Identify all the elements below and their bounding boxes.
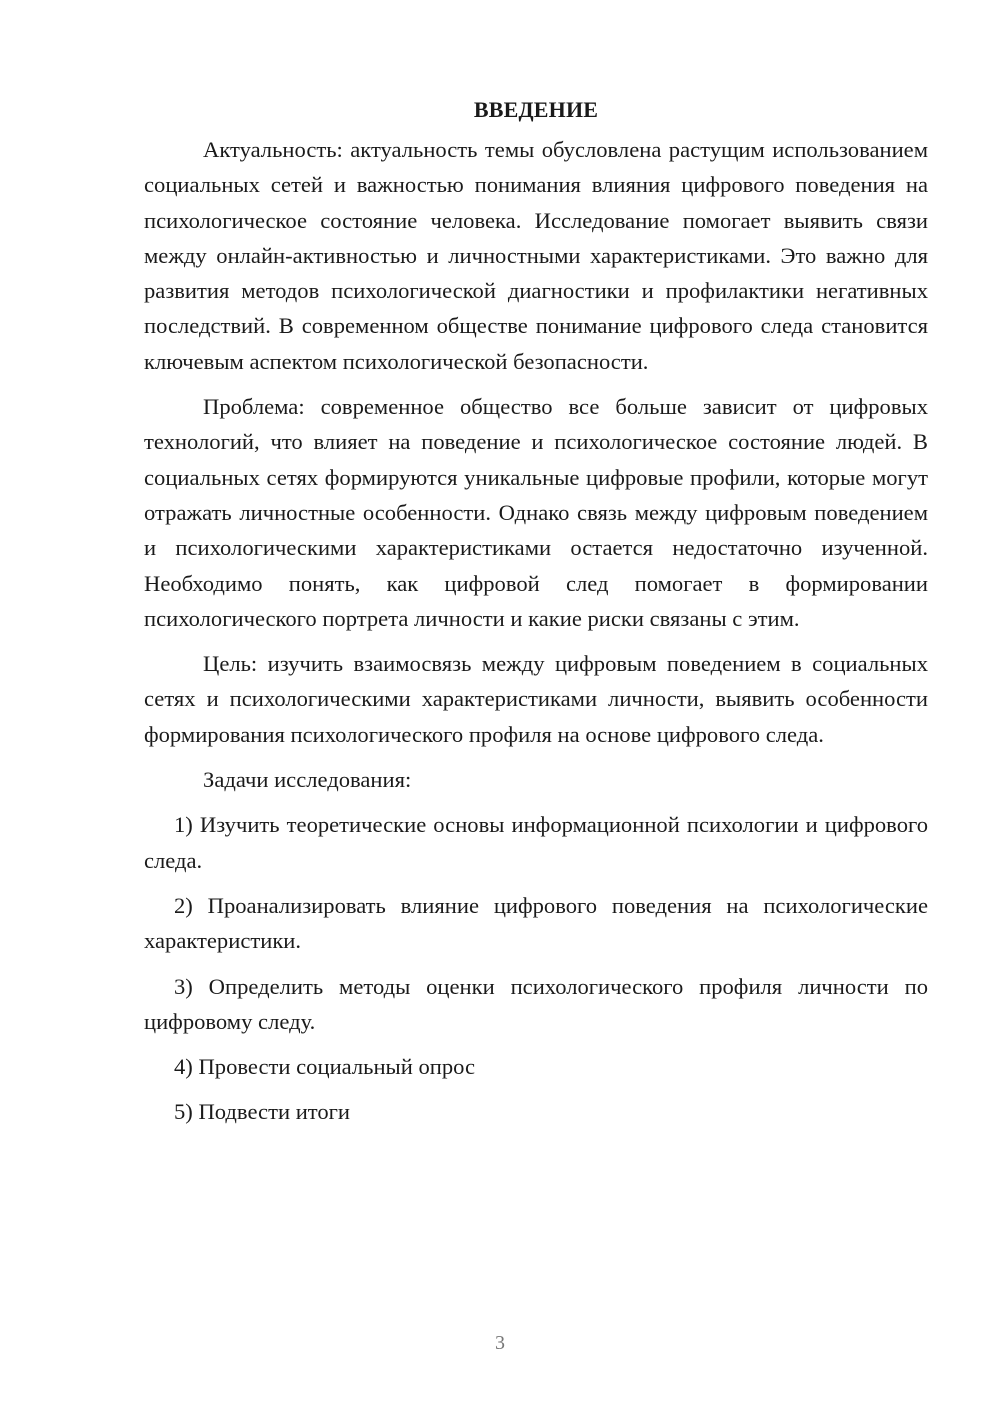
paragraph-relevance: Актуальность: актуальность темы обусловлена растущим использованием социальных сетей и важностью понимания влияния цифрового поведения на психологическое состояние человека. Исследование помогает выявить связи между онлайн-активностью и личностными характеристиками. Это важно для развития методов психологической диагностики и профилактики негативных последствий. В современном обществе понимание цифрового следа становится ключевым аспектом психологической безопасности. bbox=[144, 137, 928, 374]
paragraph-tasks-intro: Задачи исследования: bbox=[203, 767, 412, 793]
task-item-5: 5) Подвести итоги bbox=[174, 1099, 351, 1125]
paragraph-problem: Проблема: современное общество все больше зависит от цифровых технологий, что влияет на поведение и психологическое состояние людей. В социальных сетях формируются уникальные цифровые профили, которые могут отражать личностные особенности. Однако связь между цифровым поведением и психологическими характеристиками остается недостаточно изученной. Необходимо понять, как цифровой след помогает в формировании психологического портрета личности и какие риски связаны с этим. bbox=[144, 394, 928, 631]
task-item-3: 3) Определить методы оценки психологического профиля личности по цифровому следу. bbox=[144, 973, 928, 1034]
task-item-1: 1) Изучить теоретические основы информационной психологии и цифрового следа. bbox=[144, 812, 928, 873]
task-item-4: 4) Провести социальный опрос bbox=[174, 1054, 476, 1080]
page-content bbox=[144, 92, 928, 1140]
task-item-2: 2) Проанализировать влияние цифрового поведения на психологические характеристики. bbox=[144, 892, 928, 954]
page-number: 3 bbox=[495, 1332, 505, 1354]
paragraph-goal: Цель: изучить взаимосвязь между цифровым поведением в социальных сетях и психологическими характеристиками личности, выявить особенности формирования психологического профиля на основе цифрового следа. bbox=[144, 651, 928, 747]
section-heading: ВВЕДЕНИЕ bbox=[473, 97, 599, 122]
